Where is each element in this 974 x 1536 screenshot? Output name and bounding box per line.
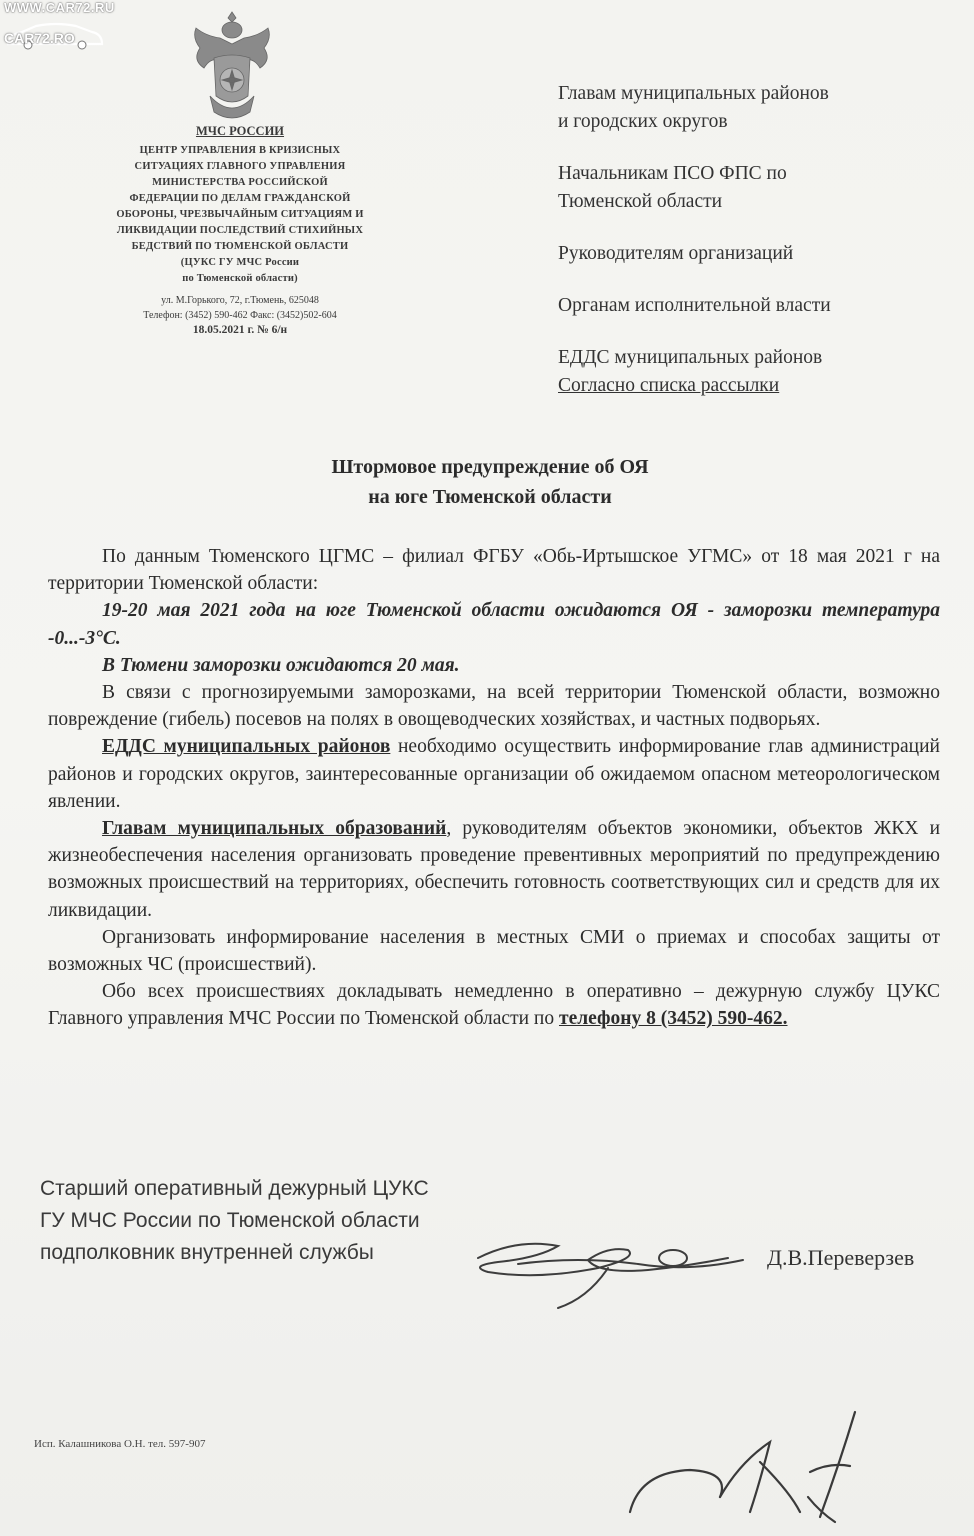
addressee-item: Органам исполнительной власти	[558, 295, 831, 316]
org-address: ул. М.Горького, 72, г.Тюмень, 625048	[161, 295, 319, 306]
org-line: СИТУАЦИЯХ ГЛАВНОГО УПРАВЛЕНИЯ	[134, 161, 346, 172]
org-line: ЛИКВИДАЦИИ ПОСЛЕДСТВИЙ СТИХИЙНЫХ	[116, 225, 364, 236]
document-title: Штормовое предупреждение об ОЯ на юге Тюменской области	[331, 456, 649, 508]
org-line: МИНИСТЕРСТВА РОССИЙСКОЙ	[152, 177, 328, 188]
org-phones: Телефон: (3452) 590-462 Факс: (3452)502-604	[143, 310, 337, 321]
signer-name: Д.В.Переверзев	[767, 1245, 915, 1270]
emphasis: ЕДДС муниципальных районов	[102, 736, 391, 758]
watermark-logo-text: CAR72.RO	[4, 30, 75, 46]
paragraph: В связи с прогнозируемыми заморозками, на всей территории Тюменской области, возможно повреждение (гибель) посевов на полях в овощеводческих хозяйствах, и частных подворьях.	[48, 682, 940, 731]
paragraph: По данным Тюменского ЦГМС – филиал ФГБУ «Обь-Иртышское УГМС» от 18 мая 2021 г на территории Тюменской области:	[48, 546, 940, 595]
addressee-item: Руководителям организаций	[558, 243, 794, 264]
org-line: БЕДСТВИЙ ПО ТЮМЕНСКОЙ ОБЛАСТИ	[131, 241, 349, 252]
paragraph: Организовать информирование населения в местных СМИ о приемах и способах защиты от возможных ЧС (происшествий).	[48, 926, 940, 976]
executor-note: Исп. Калашникова О.Н. тел. 597-907	[34, 1438, 206, 1450]
org-line: по Тюменской области)	[182, 273, 298, 284]
org-line: ЦЕНТР УПРАВЛЕНИЯ В КРИЗИСНЫХ	[139, 145, 341, 156]
addressee-item: Начальникам ПСО ФПС по Тюменской области	[558, 163, 787, 212]
addressee-list	[558, 80, 938, 400]
paragraph-warning-city: В Тюмени заморозки ожидаются 20 мая.	[102, 654, 460, 676]
org-line: (ЦУКС ГУ МЧС России	[180, 257, 300, 268]
org-title: МЧС РОССИИ	[195, 124, 285, 138]
org-line: ФЕДЕРАЦИИ ПО ДЕЛАМ ГРАЖДАНСКОЙ	[129, 193, 351, 204]
watermark-url: WWW.CAR72.RU	[4, 0, 115, 15]
handwritten-signature	[458, 1228, 758, 1318]
addressee-item: Главам муниципальных районов и городских округов	[558, 83, 829, 132]
signature-block: Старший оперативный дежурный ЦУКС ГУ МЧС России по Тюменской области подполковник внутренней службы	[40, 1177, 429, 1264]
document-body	[48, 543, 940, 1033]
document-date-number: 18.05.2021 г. № 6/н	[192, 324, 288, 336]
addressee-item: ЕДДС муниципальных районов Согласно списка рассылки	[558, 344, 938, 400]
distribution-list-note: Согласно списка рассылки	[558, 375, 780, 396]
mchs-emblem-icon	[190, 8, 274, 126]
emphasis: Главам муниципальных образований	[102, 818, 447, 840]
paragraph-warning: 19-20 мая 2021 года на юге Тюменской области ожидаются ОЯ - заморозки температура -0...-3°С.	[48, 600, 940, 649]
phone-number: телефону 8 (3452) 590-462.	[558, 1008, 788, 1030]
paragraph: Главам муниципальных образований, руководителям объектов экономики, объектов ЖКХ и жизнеобеспечения населения организовать проведение превентивных мероприятий по предупреждению возможных происшествий на территориях, обеспечить готовность соответствующих сил и средств для их ликвидации.	[48, 818, 940, 921]
paragraph: ЕДДС муниципальных районов необходимо осуществить информирование глав администраций районов и городских округов, заинтересованные организации об ожидаемом опасном метеорологическом явлении.	[48, 736, 940, 812]
org-line: ОБОРОНЫ, ЧРЕЗВЫЧАЙНЫМ СИТУАЦИЯМ И	[116, 209, 364, 220]
paragraph: Обо всех происшествиях докладывать немедленно в оперативно – дежурную службу ЦУКС Главного управления МЧС России по Тюменской области по телефону 8 (3452) 590-462.	[48, 981, 940, 1030]
organization-header	[60, 124, 420, 338]
handwritten-initials	[620, 1402, 880, 1532]
